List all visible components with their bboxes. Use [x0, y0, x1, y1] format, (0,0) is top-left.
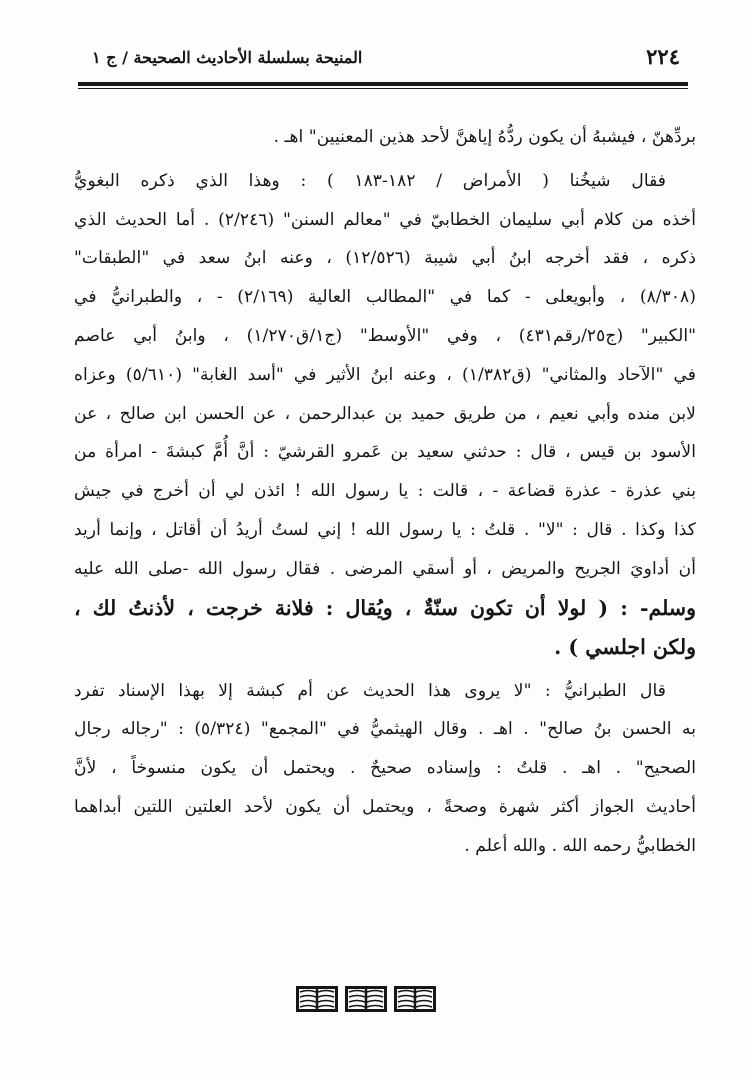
open-book-icon — [394, 986, 436, 1012]
hadith-text-line: ولكن اجلسي ) . — [554, 634, 696, 659]
text-line: لابن منده وأبي نعيم ، من طريق حميد بن عبدالرحمن ، عن الحسن ابن صالح ، عن — [74, 403, 696, 424]
text-line: بردِّهنّ ، فيشبهُ أن يكون ردُّهُ إياهنَّ لأحد هذين المعنيين" اهـ . — [273, 127, 696, 147]
text-line: الأسود بن قيس ، قال : حدثني سعيد بن عَمرو القرشيّ : أنَّ أُمَّ كبشةَ - امرأة من — [74, 442, 696, 463]
page-number: ٢٢٤ — [646, 44, 680, 69]
text-line: "الكبير" (ج٢٥/رقم٤٣١) ، وفي "الأوسط" (ج١/ق١/٢٧٠) ، وابنُ أبي عاصم — [74, 325, 696, 346]
text-line: قال الطبرانيُّ : "لا يروى هذا الحديث عن أم كبشة إلا بهذا الإسناد تفرد — [74, 680, 666, 701]
open-book-icon — [345, 986, 387, 1012]
text-line: في "الآحاد والمثاني" (ق١/٣٨٢) ، وعنه ابنُ الأثير في "أسد الغابة" (٥/٦١٠) وعزاه — [74, 364, 696, 385]
hadith-text-line: وسلم- : ( لولا أن تكون سنّةٌ ، ويُقال : فلانة خرجت ، لأذنتُ لك ، — [74, 595, 696, 620]
header-rule-thin — [78, 88, 688, 89]
page-header — [78, 40, 688, 80]
text-line: كذا وكذا . قال : "لا" . قلتُ : يا رسول الله ! إني لستُ أريدُ أن أقاتل ، وإنما أريد — [74, 519, 696, 540]
header-rule — [78, 82, 688, 86]
text-line: بني عذرة - عذرة قضاعة - ، قالت : يا رسول الله ! ائذن لي أن أخرج في جيش — [74, 481, 696, 502]
text-line: الصحيح" . اهـ . قلتُ : وإسناده صحيحٌ . ويحتمل أن يكون منسوخاً ، لأنَّ — [74, 758, 696, 779]
text-line: فقال شيخُنا ( الأمراض / ١٨٢-١٨٣ ) : وهذا الذي ذكره البغويُّ — [74, 170, 666, 191]
text-line: ذكره ، فقد أخرجه ابنُ أبي شيبة (١٢/٥٢٦) ، وعنه ابنُ سعد في "الطبقات" — [74, 248, 696, 269]
text-line: أحاديث الجواز أكثر شهرة وصحةً ، ويحتمل أن يكون لأحد العلتين اللتين أبداهما — [74, 796, 696, 817]
end-ornament — [296, 986, 436, 1014]
text-line: الخطابيُّ رحمه الله . والله أعلم . — [464, 835, 696, 856]
open-book-icon — [296, 986, 338, 1012]
page-body — [74, 118, 696, 866]
text-line: أخذه من كلام أبي سليمان الخطابيّ في "معالم السنن" (٢/٢٤٦) . أما الحديث الذي — [74, 209, 696, 230]
text-line: (٨/٣٠٨) ، وأبويعلى - كما في "المطالب العالية (٢/١٦٩) - ، والطبرانيُّ في — [74, 287, 696, 308]
text-line: به الحسن بنُ صالح" . اهـ . وقال الهيثميُّ في "المجمع" (٥/٣٢٤) : "رجاله رجال — [74, 719, 696, 740]
running-title: المنيحة بسلسلة الأحاديث الصحيحة / ج ١ — [92, 48, 363, 67]
text-line: أن أداويَ الجريح والمريض ، أو أسقي المرضى . فقال رسول الله -صلى الله عليه — [74, 558, 696, 579]
